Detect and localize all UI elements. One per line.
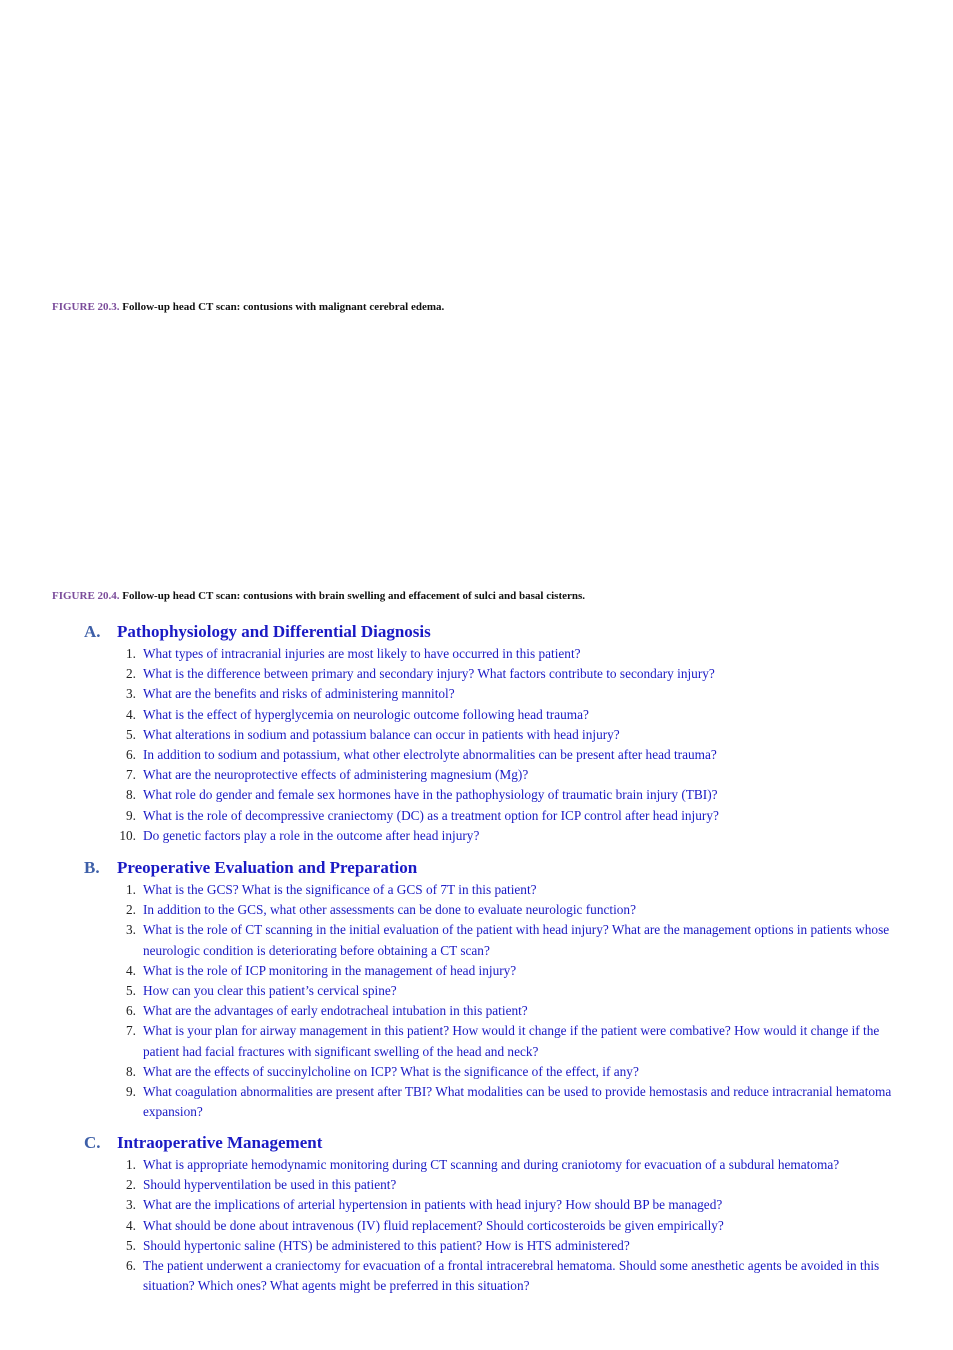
- figure-caption: [52, 590, 585, 602]
- item-text: What should be done about intravenous (IV) fluid replacement? Should corticosteroids be given empirically?: [143, 1217, 724, 1233]
- question-list: [84, 880, 914, 1122]
- list-item: [84, 900, 914, 920]
- item-text: What are the effects of succinylcholine on ICP? What is the significance of the effect, if any?: [143, 1063, 639, 1079]
- item-text: What are the neuroprotective effects of administering magnesium (Mg)?: [143, 767, 529, 783]
- item-number: 10.: [119, 827, 136, 843]
- section-letter: B.: [84, 858, 100, 877]
- list-item: [84, 1256, 914, 1296]
- section-heading: [84, 858, 914, 878]
- list-item: [84, 1021, 914, 1061]
- item-text: What is your plan for airway management in this patient? How would it change if the patient were combative? How would it change if the patient had facial fractures with significant swelling of the head and neck?: [143, 1023, 880, 1059]
- list-item: [84, 644, 914, 664]
- section-title: Pathophysiology and Differential Diagnosis: [117, 622, 431, 641]
- list-item: [84, 725, 914, 745]
- item-number: 5.: [126, 726, 136, 742]
- list-item: [84, 806, 914, 826]
- item-number: 1.: [126, 882, 136, 897]
- list-item: [84, 664, 914, 684]
- list-item: [84, 1195, 914, 1215]
- item-number: 2.: [126, 1177, 136, 1193]
- item-text: What is the role of decompressive craniectomy (DC) as a treatment option for ICP control after head injury?: [143, 807, 719, 823]
- item-number: 9.: [126, 1084, 136, 1100]
- item-text: What types of intracranial injuries are most likely to have occurred in this patient?: [143, 646, 581, 661]
- figure-caption: [52, 301, 444, 313]
- list-item: [84, 1155, 914, 1175]
- section-letter: C.: [84, 1133, 101, 1152]
- item-text: What are the advantages of early endotracheal intubation in this patient?: [143, 1003, 528, 1019]
- list-item: [84, 684, 914, 704]
- item-number: 4.: [126, 962, 136, 978]
- item-text: Do genetic factors play a role in the outcome after head injury?: [143, 827, 480, 843]
- section-preoperative: [84, 858, 914, 1122]
- item-number: 6.: [126, 747, 136, 763]
- item-number: 1.: [126, 646, 136, 661]
- item-number: 1.: [126, 1157, 136, 1172]
- item-number: 2.: [126, 902, 136, 918]
- list-item: [84, 1175, 914, 1195]
- item-number: 3.: [126, 1197, 136, 1213]
- item-text: The patient underwent a craniectomy for evacuation of a frontal intracerebral hematoma. Should some anesthetic agents be avoided in this situation? Which ones? What agents might be preferred in this situation?: [143, 1258, 880, 1294]
- item-text: Should hypertonic saline (HTS) be administered to this patient? How is HTS administered?: [143, 1237, 630, 1253]
- section-pathophysiology: [84, 622, 914, 846]
- item-number: 2.: [126, 666, 136, 682]
- item-text: What is the difference between primary and secondary injury? What factors contribute to secondary injury?: [143, 666, 715, 682]
- item-number: 7.: [126, 767, 136, 783]
- list-item: [84, 981, 914, 1001]
- item-text: What is the effect of hyperglycemia on neurologic outcome following head trauma?: [143, 706, 589, 722]
- figure-caption-text: Follow-up head CT scan: contusions with brain swelling and effacement of sulci and basal cisterns.: [122, 590, 586, 602]
- item-number: 9.: [126, 807, 136, 823]
- figure-label: FIGURE 20.3.: [52, 301, 120, 313]
- item-text: What role do gender and female sex hormones have in the pathophysiology of traumatic brain injury (TBI)?: [143, 787, 718, 803]
- list-item: [84, 826, 914, 846]
- figure-20-4-image: [52, 330, 902, 580]
- list-item: [84, 1216, 914, 1236]
- list-item: [84, 1236, 914, 1256]
- list-item: [84, 1062, 914, 1082]
- item-text: How can you clear this patient’s cervical spine?: [143, 983, 397, 999]
- figure-label: FIGURE 20.4.: [52, 590, 120, 602]
- item-text: In addition to the GCS, what other assessments can be done to evaluate neurologic function?: [143, 902, 636, 918]
- item-number: 8.: [126, 787, 136, 803]
- section-title: Preoperative Evaluation and Preparation: [117, 858, 418, 877]
- item-text: What is the role of ICP monitoring in the management of head injury?: [143, 962, 517, 978]
- list-item: [84, 1001, 914, 1021]
- item-number: 4.: [126, 1217, 136, 1233]
- item-number: 5.: [126, 1237, 136, 1253]
- list-item: [84, 785, 914, 805]
- list-item: [84, 1082, 914, 1122]
- item-text: Should hyperventilation be used in this patient?: [143, 1177, 397, 1193]
- section-intraoperative: [84, 1133, 914, 1296]
- figure-20-3-image: [52, 20, 902, 290]
- question-list: [84, 644, 914, 846]
- item-text: In addition to sodium and potassium, what other electrolyte abnormalities can be present after head trauma?: [143, 747, 717, 763]
- item-text: What is the role of CT scanning in the initial evaluation of the patient with head injury? What are the management options in patients whose neurologic condition is deteriorating before obtaining a CT scan?: [143, 922, 890, 958]
- item-number: 3.: [126, 686, 136, 702]
- list-item: [84, 920, 914, 960]
- item-number: 4.: [126, 706, 136, 722]
- item-text: What are the benefits and risks of administering mannitol?: [143, 686, 455, 702]
- list-item: [84, 880, 914, 900]
- item-text: What coagulation abnormalities are present after TBI? What modalities can be used to provide hemostasis and reduce intracranial hematoma expansion?: [143, 1084, 892, 1120]
- item-text: What alterations in sodium and potassium balance can occur in patients with head injury?: [143, 726, 620, 742]
- section-title: Intraoperative Management: [117, 1133, 323, 1152]
- item-text: What is the GCS? What is the significance of a GCS of 7T in this patient?: [143, 882, 537, 897]
- item-number: 6.: [126, 1003, 136, 1019]
- section-letter: A.: [84, 622, 101, 641]
- item-number: 3.: [126, 922, 136, 938]
- item-text: What are the implications of arterial hypertension in patients with head injury? How should BP be managed?: [143, 1197, 723, 1213]
- list-item: [84, 705, 914, 725]
- list-item: [84, 745, 914, 765]
- section-heading: [84, 622, 914, 642]
- section-heading: [84, 1133, 914, 1153]
- item-number: 5.: [126, 983, 136, 999]
- list-item: [84, 961, 914, 981]
- item-number: 7.: [126, 1023, 136, 1039]
- list-item: [84, 765, 914, 785]
- item-number: 6.: [126, 1258, 136, 1274]
- question-list: [84, 1155, 914, 1296]
- item-text: What is appropriate hemodynamic monitoring during CT scanning and during craniotomy for evacuation of a subdural hematoma?: [143, 1157, 840, 1172]
- item-number: 8.: [126, 1063, 136, 1079]
- figure-caption-text: Follow-up head CT scan: contusions with malignant cerebral edema.: [122, 301, 445, 313]
